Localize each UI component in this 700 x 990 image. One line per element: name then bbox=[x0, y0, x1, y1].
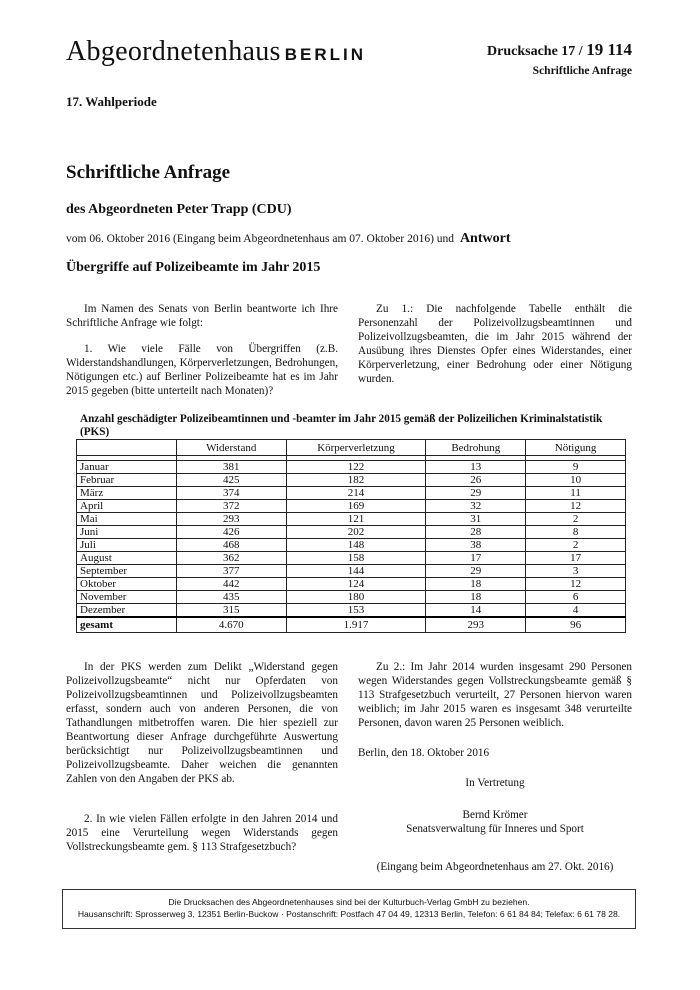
total-widerstand-cell: 4.670 bbox=[176, 617, 286, 633]
dateline bbox=[66, 231, 510, 247]
column-header: Körperverletzung bbox=[286, 440, 426, 456]
noetigung-cell: 9 bbox=[526, 461, 626, 474]
table-row bbox=[77, 565, 626, 578]
column-header bbox=[77, 440, 177, 456]
koerperverletzung-cell: 148 bbox=[286, 539, 426, 552]
bedrohung-cell: 28 bbox=[426, 526, 526, 539]
table-row bbox=[77, 578, 626, 591]
answer-1: Zu 1.: Die nachfolgende Tabelle enthält die Personenzahl der Polizeivollzugsbeamtinnen und Polizeivollzugsbeamten, die im Jahr 2015 während der Ausübung ihres Dienstes Opfer eines Widerstandes, einer Körperverletzung, einer Bedrohung oder einer Nötigung wurden. bbox=[358, 303, 632, 385]
month-cell: April bbox=[77, 500, 177, 513]
month-cell: Juli bbox=[77, 539, 177, 552]
month-cell: Februar bbox=[77, 474, 177, 487]
footer-line-2: Hausanschrift: Sprosserweg 3, 12351 Berlin-Buckow · Postanschrift: Postfach 47 04 49, 12313 Berlin, Telefon: 6 61 84 84; Telefax: 6 61 78 28. bbox=[77, 909, 621, 919]
bedrohung-cell: 26 bbox=[426, 474, 526, 487]
intro-left-column bbox=[66, 302, 338, 410]
intro-right-column bbox=[358, 302, 632, 398]
bedrohung-cell: 38 bbox=[426, 539, 526, 552]
footer-line-1: Die Drucksachen des Abgeordnetenhauses sind bei der Kulturbuch-Verlag GmbH zu beziehen. bbox=[168, 897, 530, 907]
widerstand-cell: 362 bbox=[176, 552, 286, 565]
koerperverletzung-cell: 214 bbox=[286, 487, 426, 500]
table-row bbox=[77, 474, 626, 487]
noetigung-cell: 2 bbox=[526, 513, 626, 526]
month-cell: Januar bbox=[77, 461, 177, 474]
bedrohung-cell: 17 bbox=[426, 552, 526, 565]
place-date: Berlin, den 18. Oktober 2016 bbox=[358, 747, 490, 759]
column-header: Nötigung bbox=[526, 440, 626, 456]
month-cell: März bbox=[77, 487, 177, 500]
noetigung-cell: 10 bbox=[526, 474, 626, 487]
month-cell: Oktober bbox=[77, 578, 177, 591]
noetigung-cell: 6 bbox=[526, 591, 626, 604]
column-header: Widerstand bbox=[176, 440, 286, 456]
month-cell: August bbox=[77, 552, 177, 565]
table-row bbox=[77, 461, 626, 474]
bedrohung-cell: 18 bbox=[426, 578, 526, 591]
noetigung-cell: 4 bbox=[526, 604, 626, 618]
total-label-cell: gesamt bbox=[77, 617, 177, 633]
koerperverletzung-cell: 124 bbox=[286, 578, 426, 591]
noetigung-cell: 12 bbox=[526, 500, 626, 513]
koerperverletzung-cell: 153 bbox=[286, 604, 426, 618]
bedrohung-cell: 31 bbox=[426, 513, 526, 526]
answer-2: Zu 2.: Im Jahr 2014 wurden insgesamt 290 Personen wegen Widerstandes gegen Vollstreckungsbeamte gemäß § 113 Strafgesetzbuch verurteilt, 27 Personen hiervon waren weiblich; im Jahr 2015 waren es insgesamt 348 verurteilte Personen, davon waren 25 Personen weiblich. bbox=[358, 661, 632, 729]
noetigung-cell: 12 bbox=[526, 578, 626, 591]
total-koerperverletzung-cell: 1.917 bbox=[286, 617, 426, 633]
month-cell: November bbox=[77, 591, 177, 604]
bedrohung-cell: 32 bbox=[426, 500, 526, 513]
koerperverletzung-cell: 169 bbox=[286, 500, 426, 513]
table-total-row bbox=[77, 617, 626, 633]
widerstand-cell: 381 bbox=[176, 461, 286, 474]
koerperverletzung-cell: 144 bbox=[286, 565, 426, 578]
widerstand-cell: 374 bbox=[176, 487, 286, 500]
table-row bbox=[77, 552, 626, 565]
question-2: 2. In wie vielen Fällen erfolgte in den Jahren 2014 und 2015 eine Verurteilung wegen Widerstands gegen Vollstreckungsbeamte gem. § 113 Strafgesetzbuch? bbox=[66, 813, 338, 853]
widerstand-cell: 315 bbox=[176, 604, 286, 618]
bedrohung-cell: 18 bbox=[426, 591, 526, 604]
table-row bbox=[77, 591, 626, 604]
bedrohung-cell: 14 bbox=[426, 604, 526, 618]
lower-left-column bbox=[66, 660, 338, 866]
answer-label: Antwort bbox=[459, 231, 511, 246]
bedrohung-cell: 29 bbox=[426, 487, 526, 500]
table-row bbox=[77, 539, 626, 552]
widerstand-cell: 468 bbox=[176, 539, 286, 552]
widerstand-cell: 293 bbox=[176, 513, 286, 526]
koerperverletzung-cell: 122 bbox=[286, 461, 426, 474]
bedrohung-cell: 13 bbox=[426, 461, 526, 474]
question-1: 1. Wie viele Fälle von Übergriffen (z.B. Widerstandshandlungen, Körperverletzungen, Bedrohungen, Nötigungen etc.) auf Berliner Polizeibeamte hat es im Jahr 2015 gegeben (bitte unterteilt nach Monaten)? bbox=[66, 343, 338, 397]
table-caption: Anzahl geschädigter Polizeibeamtinnen und -beamter im Jahr 2015 gemäß der Polizeilichen Kriminalstatistik (PKS) bbox=[80, 413, 603, 438]
noetigung-cell: 3 bbox=[526, 565, 626, 578]
document-author: des Abgeordneten Peter Trapp (CDU) bbox=[66, 202, 292, 217]
drucksache-value: 19 114 bbox=[586, 40, 632, 59]
widerstand-cell: 442 bbox=[176, 578, 286, 591]
in-vertretung: In Vertretung bbox=[465, 777, 525, 789]
footer-box bbox=[62, 889, 636, 929]
signatory-name: Bernd Krömer bbox=[462, 809, 528, 821]
document-title: Schriftliche Anfrage bbox=[66, 162, 231, 183]
document-type: Schriftliche Anfrage bbox=[532, 65, 632, 77]
total-bedrohung-cell: 293 bbox=[426, 617, 526, 633]
pks-note: In der PKS werden zum Delikt „Widerstand gegen Polizeivollzugsbeamte“ nicht nur Opferdaten von Polizeivollzugsbeamtinnen und Polizeivollzugsbeamten erfasst, sondern auch von anderen Personen, die von Tathandlungen mitbetroffen waren. Die hier speziell zur Beantwortung dieser Anfrage durchgeführte Auswertung berücksichtigt nur Polizeivollzugsbeamtinnen und Polizeivollzugsbeamte. Daher weichen die genannten Zahlen von den Angaben der PKS ab. bbox=[66, 661, 338, 785]
noetigung-cell: 8 bbox=[526, 526, 626, 539]
widerstand-cell: 426 bbox=[176, 526, 286, 539]
letterhead-brand bbox=[66, 36, 366, 68]
bedrohung-cell: 29 bbox=[426, 565, 526, 578]
wahlperiode: 17. Wahlperiode bbox=[66, 94, 157, 109]
noetigung-cell: 17 bbox=[526, 552, 626, 565]
koerperverletzung-cell: 158 bbox=[286, 552, 426, 565]
drucksache-label: Drucksache 17 / bbox=[487, 44, 583, 59]
document-subject: Übergriffe auf Polizeibeamte im Jahr 2015 bbox=[66, 260, 321, 275]
pks-table bbox=[76, 439, 626, 633]
koerperverletzung-cell: 182 bbox=[286, 474, 426, 487]
dateline-text: vom 06. Oktober 2016 (Eingang beim Abgeordnetenhaus am 07. Oktober 2016) und bbox=[66, 233, 455, 245]
table-row bbox=[77, 604, 626, 618]
month-cell: Dezember bbox=[77, 604, 177, 618]
widerstand-cell: 435 bbox=[176, 591, 286, 604]
brand-name: Abgeordnetenhaus bbox=[66, 36, 281, 67]
month-cell: Juni bbox=[77, 526, 177, 539]
total-noetigung-cell: 96 bbox=[526, 617, 626, 633]
lower-right-column bbox=[358, 660, 632, 886]
koerperverletzung-cell: 202 bbox=[286, 526, 426, 539]
drucksache-number bbox=[487, 40, 632, 60]
widerstand-cell: 372 bbox=[176, 500, 286, 513]
table-row bbox=[77, 500, 626, 513]
table-row bbox=[77, 487, 626, 500]
table-row bbox=[77, 526, 626, 539]
table-row bbox=[77, 513, 626, 526]
brand-city: BERLIN bbox=[284, 45, 367, 64]
receipt-note: (Eingang beim Abgeordnetenhaus am 27. Okt. 2016) bbox=[376, 861, 614, 873]
koerperverletzung-cell: 121 bbox=[286, 513, 426, 526]
table-header-row bbox=[77, 440, 626, 456]
signatory-department: Senatsverwaltung für Inneres und Sport bbox=[406, 823, 584, 835]
month-cell: September bbox=[77, 565, 177, 578]
senate-intro: Im Namen des Senats von Berlin beantworte ich Ihre Schriftliche Anfrage wie folgt: bbox=[66, 303, 338, 329]
column-header: Bedrohung bbox=[426, 440, 526, 456]
month-cell: Mai bbox=[77, 513, 177, 526]
koerperverletzung-cell: 180 bbox=[286, 591, 426, 604]
noetigung-cell: 11 bbox=[526, 487, 626, 500]
noetigung-cell: 2 bbox=[526, 539, 626, 552]
table-body bbox=[77, 456, 626, 633]
widerstand-cell: 425 bbox=[176, 474, 286, 487]
widerstand-cell: 377 bbox=[176, 565, 286, 578]
